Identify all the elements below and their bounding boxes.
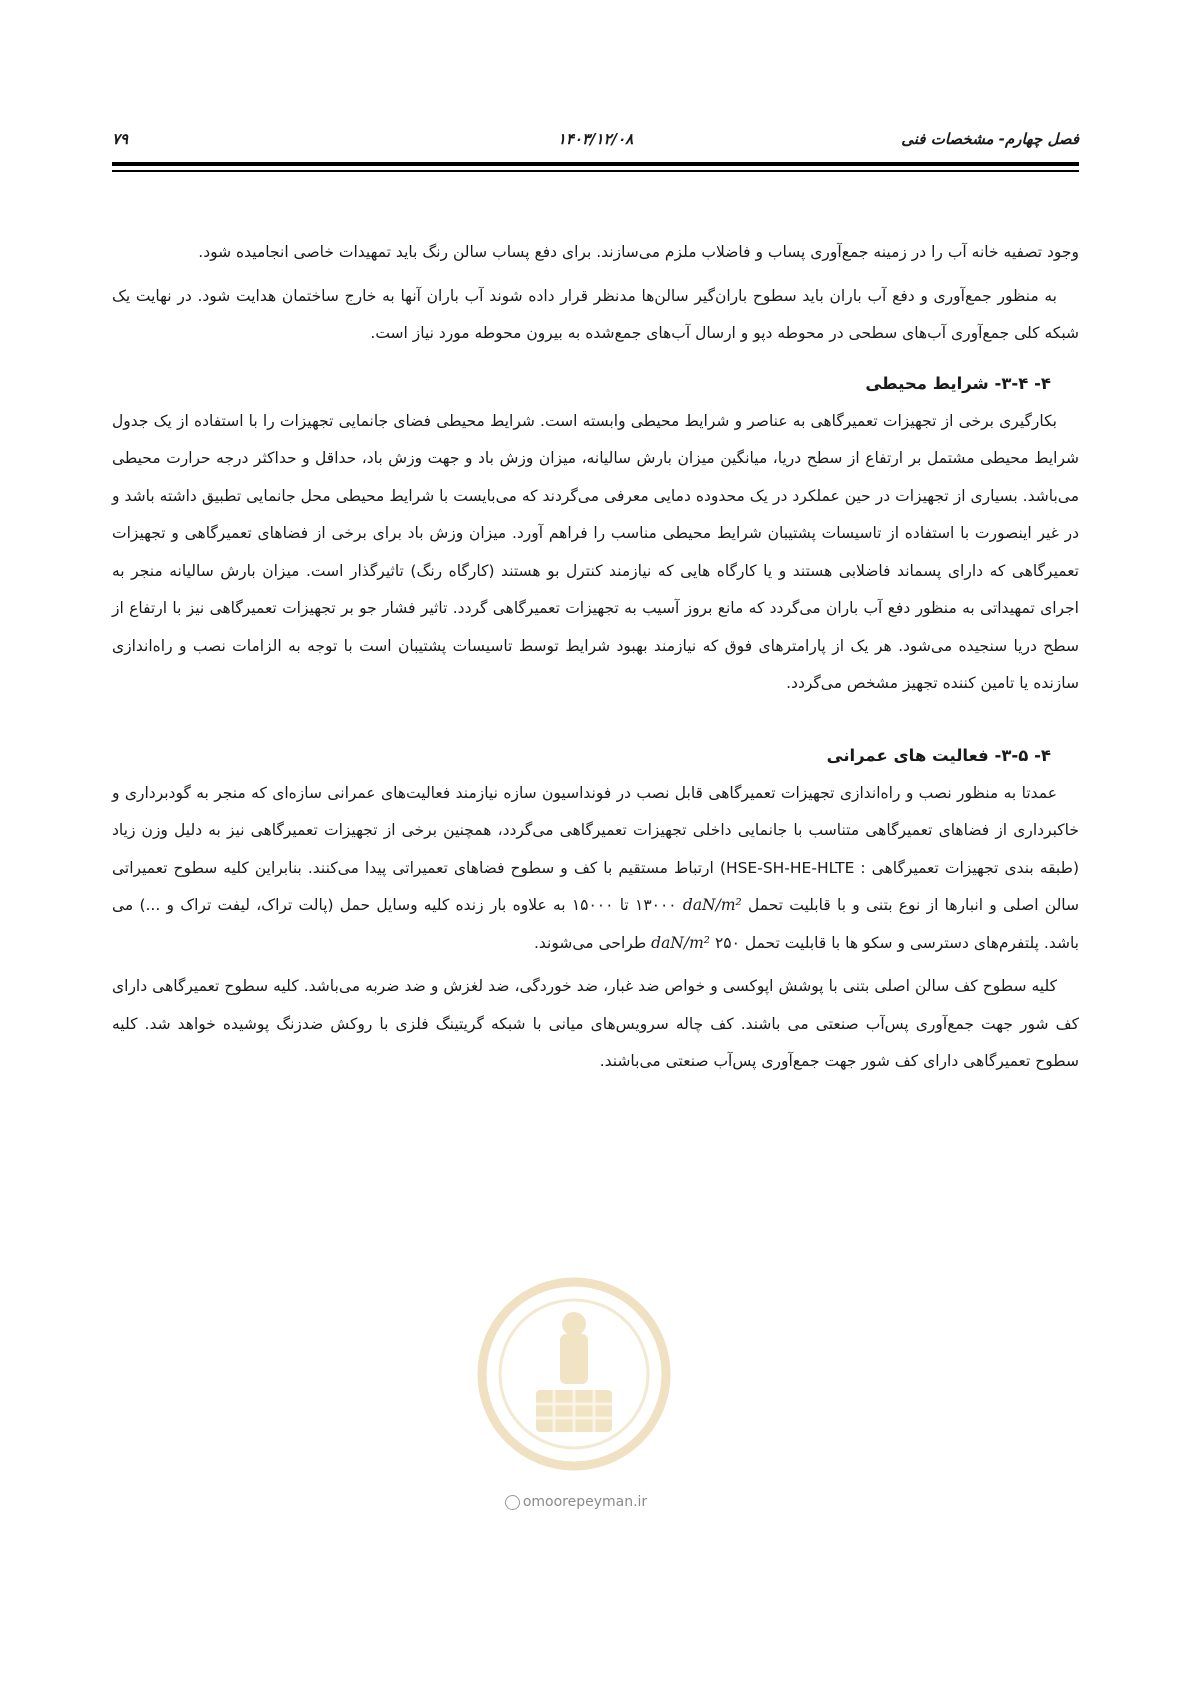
section-heading: ۴- ۳-۴- شرایط محیطی: [865, 373, 1051, 393]
unit-formula: daN/m²: [651, 933, 710, 952]
paragraph-text: عمدتا به منظور نصب و راه‌اندازی تجهیزات تعمیرگاهی قابل نصب در فونداسیون سازه نیازمند فعالیت‌های عمرانی سازه‌ای که منجر به گودبرداری و خاکبرداری از فضاهای تعمیرگاهی متناسب با جانمایی داخلی تجهیزات تعمیرگاهی می‌گردد، همچنین برخی از تجهیزات تعمیرگاهی نیز به دلیل وزن زیاد (طبقه بندی تجهیزات تعمیرگاهی : HSE-SH-HE-HLTE) ارتباط مستقیم با کف و سطوح فضاهای تعمیراتی پیدا می‌کنند. بنابراین کلیه سطوح تعمیراتی سالن اصلی و انبارها از نوع بتنی و با قابلیت تحمل: [112, 783, 1080, 914]
page-header: [112, 130, 1079, 150]
page-number: ۷۹: [112, 130, 129, 148]
chapter-title: فصل چهارم- مشخصات فنی: [901, 130, 1079, 148]
paragraph: کلیه سطوح کف سالن اصلی بتنی با پوشش اپوکسی و خواص ضد غبار، ضد خوردگی، ضد لغزش و ضد ضربه می‌باشد. کلیه سطوح تعمیرگاهی دارای کف شور جهت جمع‌آوری پس‌آب صنعتی می باشند. کف چاله سرویس‌های میانی با شبکه گریتینگ فلزی با روکش ضدزنگ پوشیده خواهد شد. کلیه سطوح تعمیرگاهی دارای کف شور جهت جمع‌آوری پس‌آب صنعتی می‌باشند.: [112, 977, 1079, 1070]
watermark-site: omoorepeyman.ir: [522, 1494, 648, 1510]
load-value: ۲۵۰: [714, 933, 740, 952]
at-icon: [505, 1495, 520, 1510]
watermark-logo: [474, 1272, 674, 1477]
paragraph-text: ۱۳۰۰۰ تا ۱۵۰۰۰ به علاوه بار زنده کلیه وسایل حمل (پالت تراک، لیفت تراک و ...) می باشد. پلتفرم‌های دسترسی و سکو ها با قابلیت تحمل: [112, 896, 1079, 952]
unit-formula: daN/m²: [682, 896, 742, 914]
page-body: [112, 234, 1079, 1081]
header-rule-thick: [112, 162, 1079, 166]
paragraph: [112, 775, 1079, 963]
section-heading: ۴- ۳-۵- فعالیت های عمرانی: [826, 745, 1051, 765]
header-date: ۱۴۰۳/۱۲/۰۸: [557, 130, 634, 148]
header-rule-thin: [112, 170, 1079, 172]
watermark-url: [466, 1494, 686, 1510]
paragraph: وجود تصفیه خانه آب را در زمینه جمع‌آوری پساب و فاضلاب ملزم می‌سازند. برای دفع پساب سالن رنگ باید تمهیدات خاصی انجامیده شود.: [198, 243, 1079, 261]
paragraph: به منظور جمع‌آوری و دفع آب باران باید سطوح باران‌گیر سالن‌ها مدنظر قرار داده شوند آب باران آنها به خارج ساختمان هدایت شود. در نهایت یک شبکه کلی جمع‌آوری آب‌های سطحی در محوطه دپو و ارسال آب‌های جمع‌شده به بیرون محوطه مورد نیاز است.: [112, 286, 1079, 342]
paragraph-text: طراحی می‌شوند.: [533, 933, 647, 952]
paragraph: بکارگیری برخی از تجهیزات تعمیرگاهی به عناصر و شرایط محیطی وابسته است. شرایط محیطی فضای جانمایی تجهیزات را با استفاده از یک جدول شرایط محیطی مشتمل بر ارتفاع از سطح دریا، میانگین میزان بارش سالیانه، میزان وزش باد و جهت وزش باد، حداقل و حداکثر درجه حرارت محیطی می‌باشد. بسیاری از تجهیزات در حین عملکرد در یک محدوده دمایی معرفی می‌گردند که می‌بایست با شرایط محیطی محل جانمایی تطبیق داشته باشد و در غیر اینصورت با استفاده از تاسیسات پشتیبان شرایط محیطی مناسب را فراهم آورد. میزان وزش باد برای برخی از فضاهای تعمیرگاهی و تجهیزات تعمیرگاهی که دارای پسماند فاضلابی هستند و یا کارگاه هایی که نیازمند کنترل بو هستند (کارگاه رنگ) تاثیرگذار است. میزان بارش سالیانه منجر به اجرای تمهیداتی به منظور دفع آب باران می‌گردد که مانع بروز آسیب به تجهیزات تعمیرگاهی گردد. تاثیر فشار جو بر تجهیزات تعمیرگاهی نیز با ارتفاع از سطح دریا سنجیده می‌شود. هر یک از پارامترهای فوق که نیازمند بهبود شرایط توسط تاسیسات پشتیبان است با توجه به الزامات نصب و راه‌اندازی سازنده یا تامین کننده تجهیز مشخص می‌گردد.: [112, 411, 1079, 692]
